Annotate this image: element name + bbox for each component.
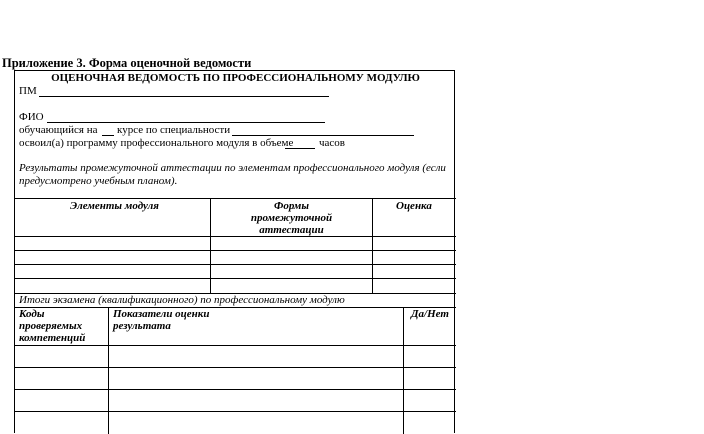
results-text-line-1: Результаты промежуточной аттестации по элементам профессионального модуля (если (19, 162, 446, 174)
form-title: ОЦЕНОЧНАЯ ВЕДОМОСТЬ ПО ПРОФЕССИОНАЛЬНОМУ МОДУЛЮ (51, 72, 420, 84)
table1-col-forms-2: промежуточной (250, 212, 333, 224)
table2-row-1[interactable] (15, 345, 456, 346)
table2-col-codes-2: проверяемых (19, 320, 83, 332)
table1-col-elements: Элементы модуля (70, 200, 159, 212)
exam-results-title: Итоги экзамена (квалификационного) по профессиональному модулю (19, 294, 345, 306)
table2-col-codes-3: компетенций (19, 332, 86, 344)
table2-row-2[interactable] (15, 367, 456, 368)
table2-row-4[interactable] (15, 411, 456, 412)
results-text-line-2: предусмотрено учебным планом). (19, 175, 178, 187)
table2-col-yesno: Да/Нет (411, 308, 449, 320)
table1-col-forms-3: аттестации (259, 224, 324, 236)
specialty-label: курсе по специальности (117, 124, 231, 136)
table2-divider-2 (403, 307, 404, 434)
pm-blank-line[interactable] (39, 96, 329, 97)
table2-top-border (15, 307, 456, 308)
table1-row-3[interactable] (15, 264, 456, 265)
document-heading: Приложение 3. Форма оценочной ведомости (2, 56, 252, 70)
fio-blank-line[interactable] (47, 122, 325, 123)
table2-row-3[interactable] (15, 389, 456, 390)
table2-col-codes-1: Коды (19, 308, 45, 320)
table1-row-2[interactable] (15, 250, 456, 251)
table2-col-indicators-1: Показатели оценки (113, 308, 210, 320)
mastered-program-label: освоил(а) программу профессионального модуля в объеме (19, 137, 294, 149)
pm-label: ПМ (19, 85, 37, 97)
table1-col-grade: Оценка (396, 200, 432, 212)
table1-col-forms-1: Формы (274, 200, 309, 212)
assessment-form-frame (14, 70, 455, 433)
table1-row-1[interactable] (15, 236, 456, 237)
hours-blank[interactable] (285, 148, 315, 149)
fio-label: ФИО (19, 111, 44, 123)
hours-label: часов (319, 137, 345, 149)
table1-row-4[interactable] (15, 278, 456, 279)
student-course-label: обучающийся на (19, 124, 98, 136)
table1-top-border (15, 198, 456, 199)
course-number-blank[interactable] (102, 135, 114, 136)
table2-col-indicators-2: результата (113, 320, 171, 332)
specialty-blank-line[interactable] (232, 135, 414, 136)
table2-divider-1 (108, 307, 109, 434)
